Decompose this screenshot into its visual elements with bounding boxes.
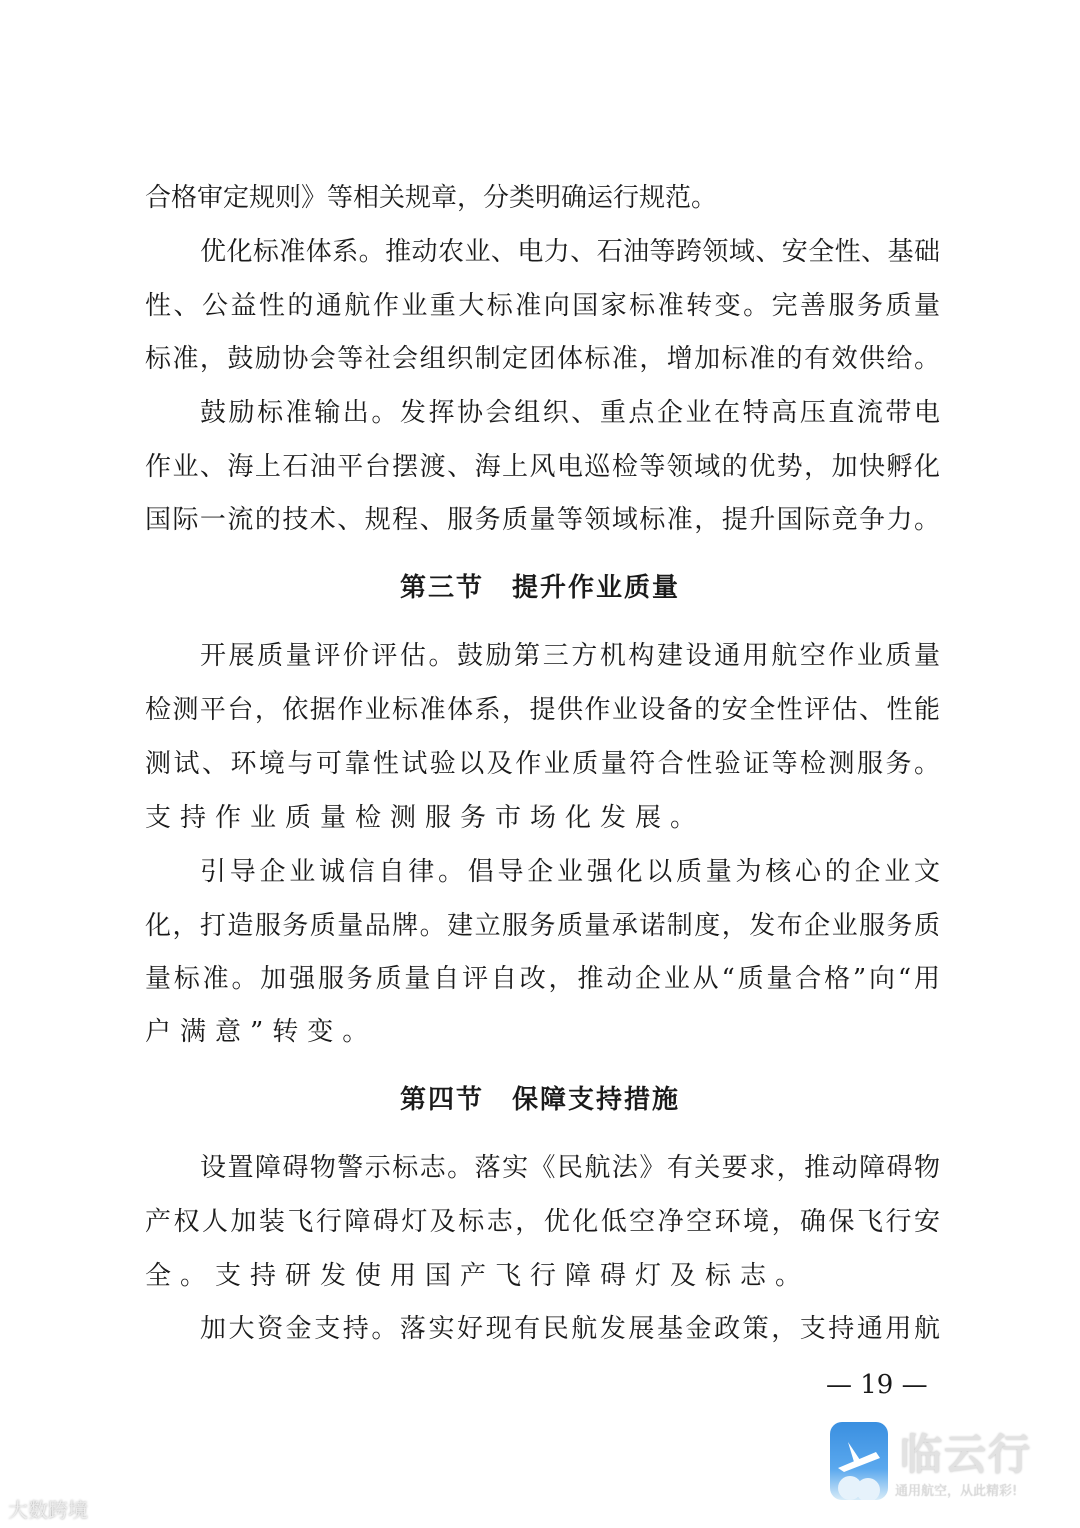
section-number: 第四节 <box>399 1085 484 1115</box>
text-line: 合格审定规则》等相关规章，分类明确运行规范。 <box>145 183 718 213</box>
text-line: 产权人加装飞行障碍灯及标志，优化低空净空环境，确保飞行安 <box>145 1207 940 1237</box>
section-title: 提升作业质量 <box>512 573 681 603</box>
text-line: 性、公益性的通航作业重大标准向国家标准转变。完善服务质量 <box>145 291 940 321</box>
text-line: 户满意”转变。 <box>145 1017 378 1047</box>
text-line: 优化标准体系。推动农业、电力、石油等跨领域、安全性、基础 <box>200 237 940 267</box>
text-line: 鼓励标准输出。发挥协会组织、重点企业在特高压直流带电 <box>200 398 940 428</box>
section-title: 保障支持措施 <box>512 1085 681 1115</box>
text-line: 全。支持研发使用国产飞行障碍灯及标志。 <box>145 1261 811 1291</box>
text-line: 作业、海上石油平台摆渡、海上风电巡检等领域的优势，加快孵化 <box>145 452 940 482</box>
airplane-logo-icon <box>830 1422 888 1500</box>
text-line: 量标准。加强服务质量自评自改，推动企业从“质量合格”向“用 <box>145 964 940 994</box>
text-line: 设置障碍物警示标志。落实《民航法》有关要求，推动障碍物 <box>200 1153 940 1183</box>
text-line: 加大资金支持。落实好现有民航发展基金政策，支持通用航 <box>200 1314 940 1344</box>
section-number: 第三节 <box>399 573 484 603</box>
text-line: 化，打造服务质量品牌。建立服务质量承诺制度，发布企业服务质 <box>145 911 940 941</box>
text-line: 国际一流的技术、规程、服务质量等领域标准，提升国际竞争力。 <box>145 505 940 535</box>
section-heading <box>0 1083 1080 1117</box>
section-heading <box>0 571 1080 605</box>
logo-name: 临云行 <box>900 1430 1033 1479</box>
text-line: 标准，鼓励协会等社会组织制定团体标准，增加标准的有效供给。 <box>145 344 940 374</box>
text-line: 开展质量评价评估。鼓励第三方机构建设通用航空作业质量 <box>200 641 940 671</box>
text-line: 检测平台，依据作业标准体系，提供作业设备的安全性评估、性能 <box>145 695 940 725</box>
logo-tagline: 通用航空，从此精彩! <box>895 1484 1018 1499</box>
text-line: 引导企业诚信自律。倡导企业强化以质量为核心的企业文 <box>200 857 940 887</box>
text-line: 测试、环境与可靠性试验以及作业质量符合性验证等检测服务。 <box>145 749 940 779</box>
text-line: 支持作业质量检测服务市场化发展。 <box>145 803 706 833</box>
watermark-left: 大数跨境 <box>8 1498 88 1522</box>
page-number: — 19 — <box>826 1370 928 1400</box>
